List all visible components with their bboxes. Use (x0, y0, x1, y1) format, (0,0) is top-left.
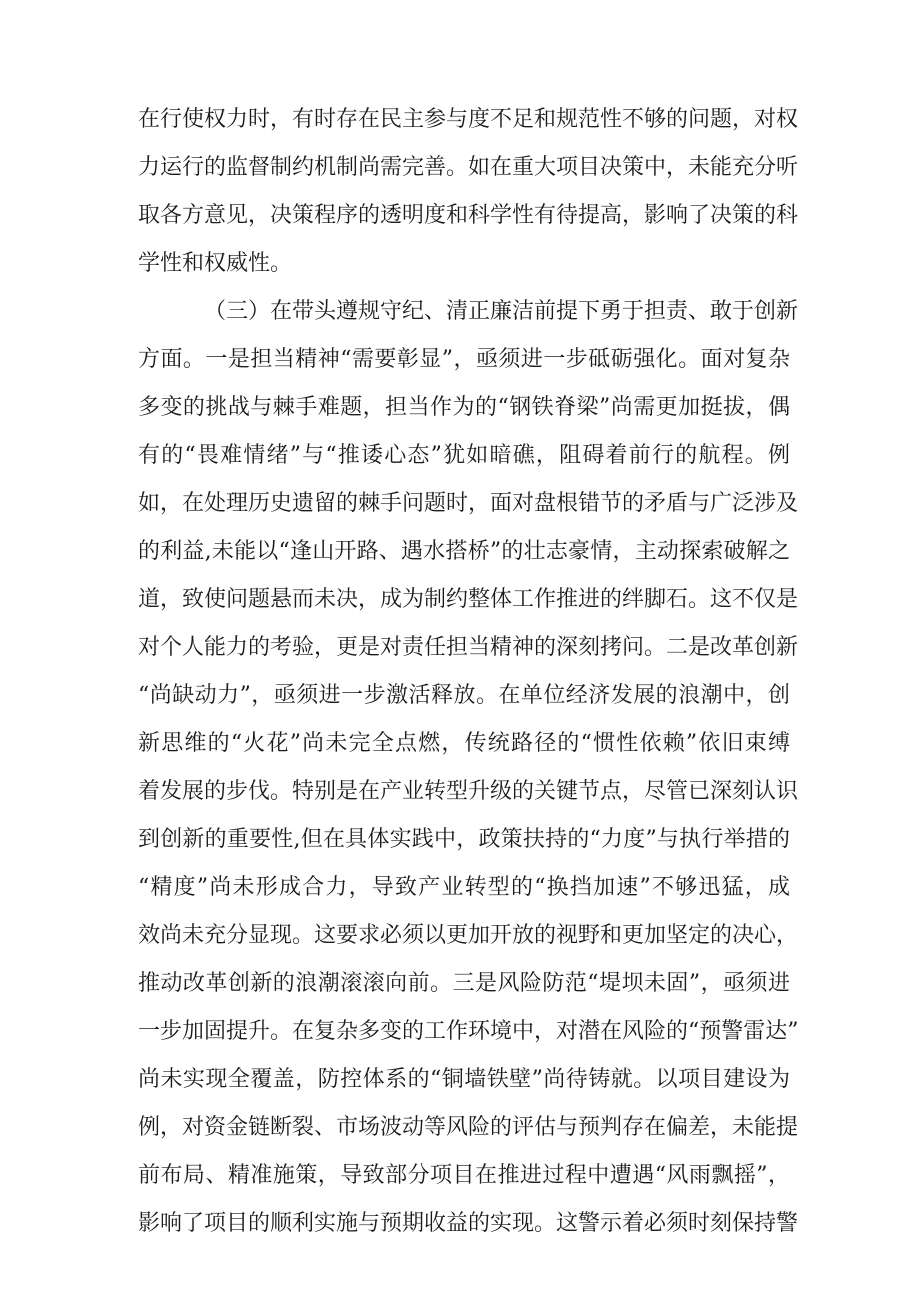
paragraph-line: “精度”尚未形成合力，导致产业转型的“换挡加速”不够迅猛，成 (138, 875, 790, 900)
paragraph-line: 的利益,未能以“逢山开路、遇水搭桥”的壮志豪情，主动探索破解之 (138, 539, 790, 564)
paragraph-line: 到创新的重要性,但在具体实践中，政策扶持的“力度”与执行举措的 (138, 827, 790, 852)
section-heading-line: （三）在带头遵规守纪、清正廉洁前提下勇于担责、敢于创新 (204, 299, 799, 324)
paragraph-line: 多变的挑战与棘手难题，担当作为的“钢铁脊梁”尚需更加挺拔，偶 (138, 395, 790, 420)
paragraph-line: 尚未实现全覆盖，防控体系的“铜墙铁壁”尚待铸就。以项目建设为 (138, 1067, 790, 1092)
paragraph-line: 影响了项目的顺利实施与预期收益的实现。这警示着必须时刻保持警 (138, 1211, 799, 1236)
paragraph-line: 如，在处理历史遗留的棘手问题时，面对盘根错节的矛盾与广泛涉及 (138, 491, 799, 516)
document-body (138, 96, 799, 1248)
paragraph-line: 新思维的“火花”尚未完全点燃，传统路径的“惯性依赖”依旧束缚 (138, 731, 790, 756)
paragraph-line: 有的“畏难情绪”与“推诿心态”犹如暗礁，阻碍着前行的航程。例 (138, 443, 790, 468)
paragraph-line: 在行使权力时，有时存在民主参与度不足和规范性不够的问题，对权 (138, 107, 799, 132)
paragraph-line: 着发展的步伐。特别是在产业转型升级的关键节点，尽管已深刻认识 (138, 779, 799, 804)
paragraph-line: 取各方意见，决策程序的透明度和科学性有待提高，影响了决策的科 (138, 203, 799, 228)
paragraph-line: 对个人能力的考验，更是对责任担当精神的深刻拷问。二是改革创新 (138, 635, 799, 660)
paragraph-line: 一步加固提升。在复杂多变的工作环境中，对潜在风险的“预警雷达” (138, 1019, 799, 1044)
paragraph-line: 学性和权威性。 (138, 251, 293, 276)
paragraph-line: “尚缺动力”，亟须进一步激活释放。在单位经济发展的浪潮中，创 (138, 683, 790, 708)
paragraph-line: 例，对资金链断裂、市场波动等风险的评估与预判存在偏差，未能提 (138, 1115, 799, 1140)
paragraph-line: 力运行的监督制约机制尚需完善。如在重大项目决策中，未能充分听 (138, 155, 799, 180)
paragraph-line: 推动改革创新的浪潮滚滚向前。三是风险防范“堤坝未固”，亟须进 (138, 971, 790, 996)
paragraph-line: 效尚未充分显现。这要求必须以更加开放的视野和更加坚定的决心， (138, 923, 799, 948)
paragraph-line: 方面。一是担当精神“需要彰显”，亟须进一步砥砺强化。面对复杂 (138, 347, 790, 372)
paragraph-line: 道，致使问题悬而未决，成为制约整体工作推进的绊脚石。这不仅是 (138, 587, 799, 612)
paragraph-line: 前布局、精准施策，导致部分项目在推进过程中遭遇“风雨飘摇”， (138, 1163, 790, 1188)
